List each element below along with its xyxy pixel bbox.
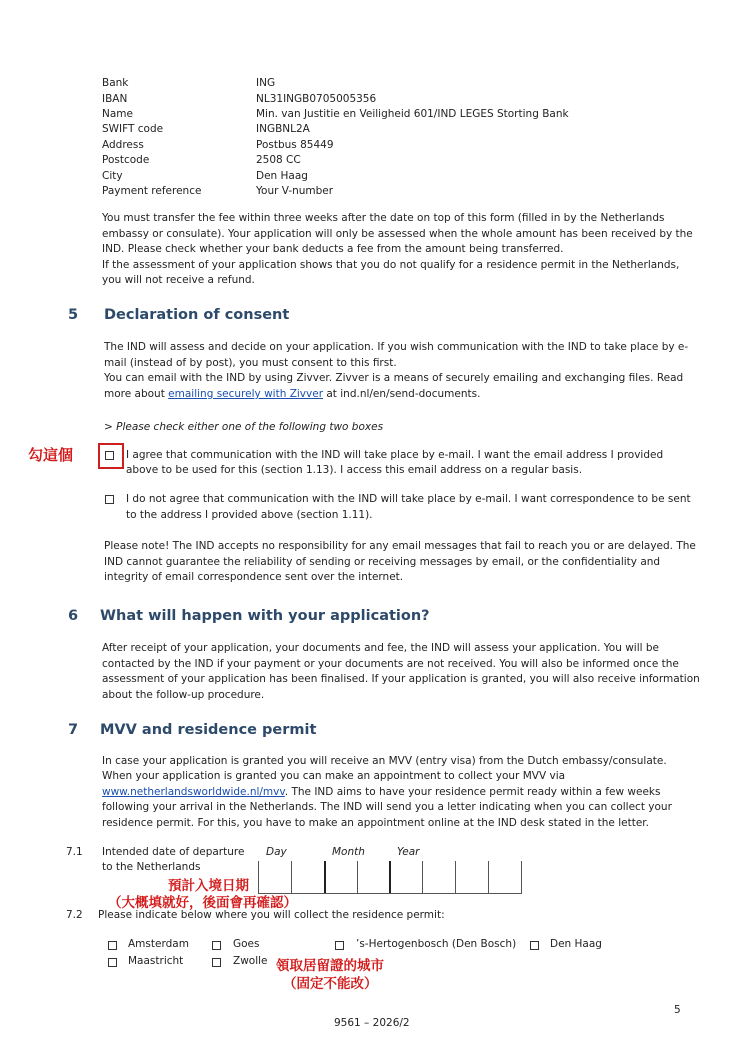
no-consent-checkbox[interactable] xyxy=(105,495,114,504)
date-cell[interactable] xyxy=(521,861,522,893)
question-7-1-label: Intended date of departure xyxy=(102,846,245,858)
section-6-text: assessment of your application has been finalised. If your application is granted, you will also receive information xyxy=(102,673,700,685)
section-6-text: about the follow-up procedure. xyxy=(102,689,265,701)
section-5-intro: mail (instead of by post), you must consent to this first. xyxy=(104,357,397,369)
email-disclaimer: Please note! The IND accepts no responsibility for any email messages that fail to reach you or are delayed. The xyxy=(104,540,696,552)
amsterdam-checkbox[interactable] xyxy=(108,941,117,950)
fee-note-line: you will not receive a refund. xyxy=(102,274,255,286)
maastricht-checkbox[interactable] xyxy=(108,958,117,967)
consent-email-checkbox[interactable] xyxy=(105,451,114,460)
section-7-text: In case your application is granted you will receive an MVV (entry visa) from the Dutch embassy/consulate. xyxy=(102,755,667,767)
date-cell[interactable] xyxy=(291,861,292,893)
no-consent-option-text: to the address I provided above (section 1.11). xyxy=(126,509,373,521)
date-cell[interactable] xyxy=(455,861,456,893)
date-year-label: Year xyxy=(397,846,420,858)
netherlandsworldwide-link[interactable]: www.netherlandsworldwide.nl/mvv xyxy=(102,786,285,798)
city-option-label: Den Haag xyxy=(550,938,602,950)
date-month-label: Month xyxy=(332,846,365,858)
question-7-2-number: 7.2 xyxy=(66,909,83,921)
annotation-collect-city: 領取居留證的城市 xyxy=(276,958,384,974)
den-bosch-checkbox[interactable] xyxy=(335,941,344,950)
email-disclaimer: integrity of email correspondence sent over the internet. xyxy=(104,571,404,583)
fee-note-line: embassy or consulate). Your application will only be assessed when the whole amount has been received by the xyxy=(102,228,693,240)
goes-checkbox[interactable] xyxy=(212,941,221,950)
section-5-number: 5 xyxy=(68,307,79,323)
fee-note-line: IND. Please check whether your bank deducts a fee from the amount being transferred. xyxy=(102,243,564,255)
date-day-label: Day xyxy=(266,846,287,858)
consent-option-text: I agree that communication with the IND will take place by e-mail. I want the email address I provided xyxy=(126,449,664,461)
question-7-1-label: to the Netherlands xyxy=(102,861,201,873)
date-cell[interactable] xyxy=(258,861,259,893)
date-cell[interactable] xyxy=(324,861,326,893)
date-cell[interactable] xyxy=(422,861,423,893)
zwolle-checkbox[interactable] xyxy=(212,958,221,967)
date-cell[interactable] xyxy=(357,861,358,893)
date-cell[interactable] xyxy=(488,861,489,893)
question-7-2-label: Please indicate below where you will collect the residence permit: xyxy=(98,909,445,921)
section-6-title: What will happen with your application? xyxy=(100,608,430,624)
checkbox-instruction: > Please check either one of the following two boxes xyxy=(104,421,384,433)
city-option-label: ’s-Hertogenbosch (Den Bosch) xyxy=(356,938,517,950)
section-6-text: contacted by the IND if your payment or your documents are not received. You will also be informed once the xyxy=(102,658,679,670)
city-option-label: Goes xyxy=(233,938,260,950)
section-5-intro: The IND will assess and decide on your application. If you wish communication with the IND to take place by e- xyxy=(104,341,689,353)
fee-note-line: You must transfer the fee within three weeks after the date on top of this form (filled in by the Netherlands xyxy=(102,212,665,224)
date-cell[interactable] xyxy=(389,861,391,893)
section-5-title: Declaration of consent xyxy=(104,307,290,323)
question-7-1-number: 7.1 xyxy=(66,846,83,858)
page-number: 5 xyxy=(674,1004,681,1016)
no-consent-option-text: I do not agree that communication with the IND will take place by e-mail. I want correspondence to be sent xyxy=(126,493,691,505)
section-7-text: www.netherlandsworldwide.nl/mvv. The IND aims to have your residence permit ready within a few weeks xyxy=(102,786,661,798)
city-option-label: Amsterdam xyxy=(128,938,189,950)
annotation-entry-date-note: （大概填就好，後面會再確認） xyxy=(108,895,297,911)
annotation-entry-date: 預計入境日期 xyxy=(168,878,249,894)
departure-date-field[interactable] xyxy=(258,861,522,894)
section-7-text: residence permit. For this, you have to make an appointment online at the IND desk stated in the letter. xyxy=(102,817,649,829)
section-6-number: 6 xyxy=(68,608,79,624)
section-6-text: After receipt of your application, your documents and fee, the IND will assess your application. You will be xyxy=(102,642,659,654)
city-option-label: Maastricht xyxy=(128,955,184,967)
section-5-intro: You can email with the IND by using Zivver. Zivver is a means of securely emailing and exchanging files. Read xyxy=(104,372,684,384)
zivver-link[interactable]: emailing securely with Zivver xyxy=(168,388,324,400)
email-disclaimer: IND cannot guarantee the reliability of sending or receiving messages by email, or the confidentiality and xyxy=(104,556,661,568)
den-haag-checkbox[interactable] xyxy=(530,941,539,950)
section-7-text: following your arrival in the Netherlands. The IND will send you a letter indicating when you can collect your xyxy=(102,801,672,813)
annotation-check-this: 勾這個 xyxy=(28,446,74,464)
annotation-collect-city-note: （固定不能改） xyxy=(283,976,378,992)
city-option-label: Zwolle xyxy=(233,955,268,967)
consent-option-text: above to be used for this (section 1.13). I access this email address on a regular basis. xyxy=(126,464,583,476)
section-7-text: When your application is granted you can make an appointment to collect your MVV via xyxy=(102,770,566,782)
fee-note-line: If the assessment of your application shows that you do not qualify for a residence permit in the Netherlands, xyxy=(102,259,680,271)
section-7-title: MVV and residence permit xyxy=(100,722,317,738)
section-5-intro: more about emailing securely with Zivver at ind.nl/en/send-documents. xyxy=(104,388,481,400)
section-7-number: 7 xyxy=(68,722,79,738)
form-code: 9561 – 2026/2 xyxy=(334,1017,410,1029)
